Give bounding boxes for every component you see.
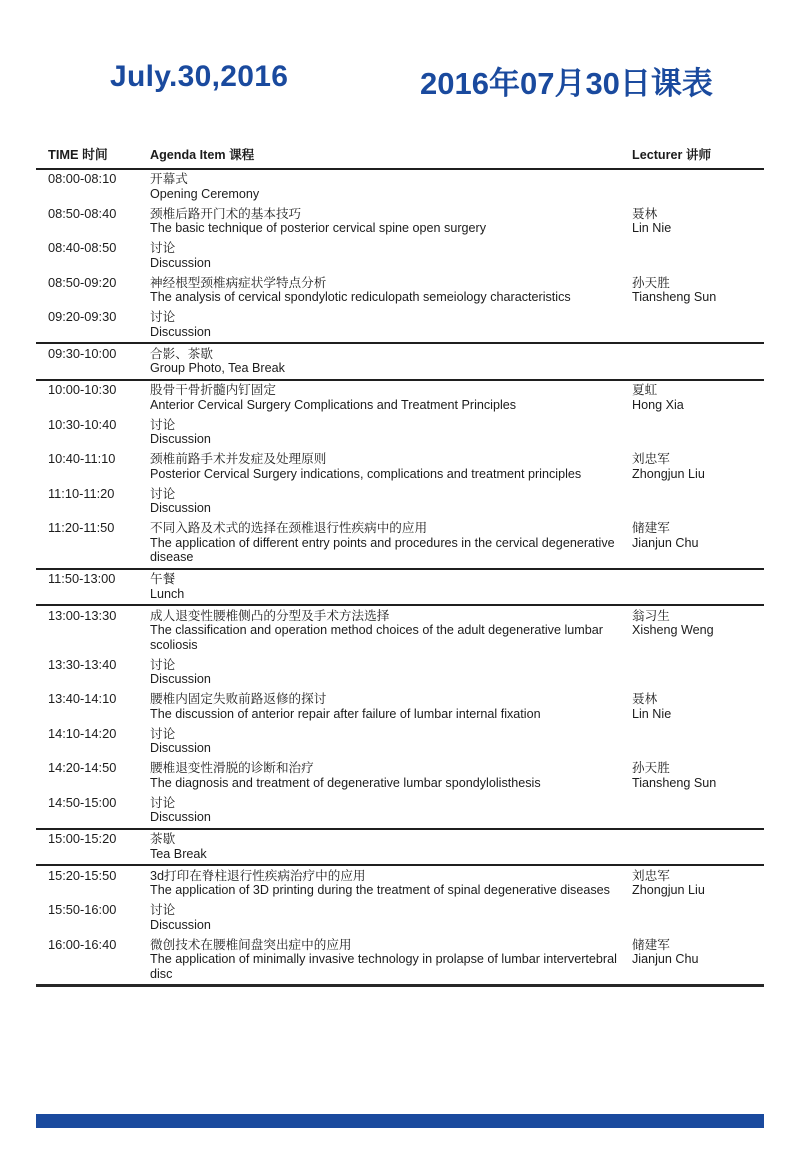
agenda-title-en: Lunch <box>150 586 185 601</box>
agenda-title-zh: 讨论 <box>150 726 176 741</box>
schedule-break-row <box>36 342 764 381</box>
agenda-title-en: Discussion <box>150 255 211 270</box>
schedule-row <box>36 759 764 794</box>
lecturer-name-zh: 刘忠军 <box>632 452 670 466</box>
column-header-agenda: Agenda Item 课程 <box>150 148 255 162</box>
schedule-row <box>36 204 764 239</box>
row-agenda <box>150 761 632 790</box>
agenda-title-zh: 茶歇 <box>150 832 176 846</box>
lecturer-name-en: Zhongjun Liu <box>632 883 705 897</box>
row-time: 13:30-13:40 <box>48 656 117 672</box>
row-agenda <box>150 796 632 825</box>
agenda-title-en: Opening Ceremony <box>150 186 260 201</box>
row-lecturer <box>632 172 764 201</box>
schedule-row <box>36 415 764 450</box>
agenda-title-en: The analysis of cervical spondylotic rediculopath semeiology characteristics <box>150 290 571 304</box>
agenda-title-zh: 颈椎前路手术并发症及处理原则 <box>150 452 327 466</box>
row-lecturer <box>632 452 764 481</box>
row-agenda <box>150 452 632 481</box>
agenda-title-zh: 腰椎退变性滑脱的诊断和治疗 <box>150 761 314 775</box>
agenda-title-en: Discussion <box>150 917 211 932</box>
lecturer-name-zh: 储建军 <box>632 521 670 535</box>
lecturer-name-zh: 储建军 <box>632 937 670 952</box>
schedule-row <box>36 606 764 655</box>
agenda-title-en: Discussion <box>150 432 211 446</box>
row-time: 15:20-15:50 <box>48 867 117 883</box>
schedule-row <box>36 273 764 308</box>
row-time: 08:50-08:40 <box>48 205 117 221</box>
agenda-title-zh: 颈椎后路开门术的基本技巧 <box>150 206 302 221</box>
row-agenda <box>150 310 632 339</box>
row-lecturer <box>632 692 764 721</box>
table-body <box>36 170 764 985</box>
agenda-title-en: The discussion of anterior repair after failure of lumbar internal fixation <box>150 706 541 721</box>
date-title-en: July.30,2016 <box>110 60 289 93</box>
agenda-title-en: Posterior Cervical Surgery indications, complications and treatment principles <box>150 466 582 481</box>
row-time: 11:50-13:00 <box>48 571 116 586</box>
agenda-title-zh: 不同入路及术式的选择在颈椎退行性疾病中的应用 <box>150 521 428 535</box>
agenda-title-en: Discussion <box>150 741 211 755</box>
schedule-row <box>36 935 764 984</box>
agenda-title-zh: 成人退变性腰椎侧凸的分型及手术方法选择 <box>150 608 390 623</box>
row-time: 10:00-10:30 <box>48 382 117 397</box>
agenda-title-zh: 3d打印在脊柱退行性疾病治疗中的应用 <box>150 868 366 883</box>
row-lecturer <box>632 347 764 376</box>
lecturer-name-zh: 聂林 <box>632 206 658 221</box>
agenda-title-zh: 讨论 <box>150 486 176 501</box>
agenda-title-en: The application of different entry points and procedures in the cervical degenerative disease <box>150 535 615 564</box>
row-agenda <box>150 276 632 305</box>
schedule-row <box>36 308 764 343</box>
row-time: 14:50-15:00 <box>48 794 117 810</box>
row-time: 10:40-11:10 <box>48 451 116 466</box>
lecturer-name-en: Hong Xia <box>632 397 684 412</box>
schedule-table <box>36 148 764 987</box>
schedule-row <box>36 655 764 690</box>
page-header <box>0 58 800 101</box>
agenda-title-zh: 腰椎内固定失败前路返修的探讨 <box>150 692 327 706</box>
schedule-page <box>0 58 800 987</box>
schedule-row <box>36 239 764 274</box>
agenda-title-en: The classification and operation method choices of the adult degenerative lumbar scoliosis <box>150 623 603 652</box>
agenda-title-zh: 讨论 <box>150 795 176 810</box>
row-time: 09:30-10:00 <box>48 345 117 361</box>
row-lecturer <box>632 796 764 825</box>
agenda-title-en: Tea Break <box>150 846 207 861</box>
row-agenda <box>150 521 632 565</box>
lecturer-name-en: Tiansheng Sun <box>632 290 717 304</box>
row-time: 09:20-09:30 <box>48 309 117 324</box>
lecturer-name-en: Tiansheng Sun <box>632 775 717 790</box>
date-title-zh: 2016年07月30日课表 <box>420 66 713 101</box>
agenda-title-zh: 讨论 <box>150 903 176 917</box>
agenda-title-zh: 午餐 <box>150 572 176 586</box>
row-time: 16:00-16:40 <box>48 936 117 952</box>
table-header-row <box>36 148 764 170</box>
row-time: 15:50-16:00 <box>48 902 117 917</box>
agenda-title-zh: 讨论 <box>150 657 176 672</box>
schedule-row <box>36 866 764 901</box>
agenda-title-zh: 股骨干骨折髓内钉固定 <box>150 383 276 397</box>
schedule-row <box>36 724 764 759</box>
agenda-title-zh: 微创技术在腰椎间盘突出症中的应用 <box>150 937 352 952</box>
row-lecturer <box>632 658 764 687</box>
row-agenda <box>150 172 632 201</box>
row-time: 10:30-10:40 <box>48 416 117 432</box>
agenda-title-en: Discussion <box>150 501 211 515</box>
schedule-row <box>36 690 764 725</box>
row-agenda <box>150 832 632 861</box>
row-lecturer <box>632 903 764 932</box>
agenda-title-en: The application of 3D printing during the treatment of spinal degenerative diseases <box>150 883 610 897</box>
lecturer-name-zh: 翁习生 <box>632 608 670 623</box>
agenda-title-en: The basic technique of posterior cervical spine open surgery <box>150 221 487 235</box>
agenda-title-en: Anterior Cervical Surgery Complications and Treatment Principles <box>150 397 517 412</box>
row-time: 13:40-14:10 <box>48 691 117 706</box>
lecturer-name-zh: 刘忠军 <box>632 868 670 883</box>
row-lecturer <box>632 938 764 982</box>
row-lecturer <box>632 609 764 653</box>
row-time: 08:00-08:10 <box>48 171 117 186</box>
row-agenda <box>150 692 632 721</box>
row-agenda <box>150 383 632 412</box>
agenda-title-zh: 讨论 <box>150 417 176 432</box>
row-lecturer <box>632 832 764 861</box>
lecturer-name-zh: 孙天胜 <box>632 275 670 290</box>
row-agenda <box>150 347 632 376</box>
schedule-row <box>36 901 764 936</box>
row-lecturer <box>632 241 764 270</box>
agenda-title-zh: 合影、茶歇 <box>150 346 213 361</box>
row-time: 08:50-09:20 <box>48 274 117 290</box>
row-lecturer <box>632 207 764 236</box>
row-lecturer <box>632 418 764 447</box>
row-agenda <box>150 418 632 447</box>
schedule-row <box>36 519 764 568</box>
row-time: 15:00-15:20 <box>48 831 117 846</box>
row-lecturer <box>632 869 764 898</box>
row-agenda <box>150 241 632 270</box>
agenda-title-zh: 开幕式 <box>150 172 188 186</box>
row-agenda <box>150 572 632 601</box>
row-lecturer <box>632 572 764 601</box>
row-agenda <box>150 207 632 236</box>
footer-accent-bar <box>36 1114 764 1128</box>
agenda-title-zh: 讨论 <box>150 310 176 324</box>
row-lecturer <box>632 487 764 516</box>
lecturer-name-en: Jianjun Chu <box>632 535 699 550</box>
row-lecturer <box>632 761 764 790</box>
column-header-lecturer: Lecturer 讲师 <box>632 148 712 162</box>
agenda-title-en: Discussion <box>150 810 211 824</box>
row-agenda <box>150 658 632 687</box>
schedule-break-row <box>36 568 764 607</box>
row-time: 08:40-08:50 <box>48 240 117 255</box>
lecturer-name-zh: 聂林 <box>632 692 658 706</box>
agenda-title-zh: 神经根型颈椎病症状学特点分析 <box>150 275 327 290</box>
row-lecturer <box>632 310 764 339</box>
agenda-title-en: Group Photo, Tea Break <box>150 361 285 375</box>
lecturer-name-en: Jianjun Chu <box>632 952 699 966</box>
row-time: 13:00-13:30 <box>48 607 117 623</box>
schedule-row <box>36 793 764 828</box>
agenda-title-en: Discussion <box>150 324 211 339</box>
column-header-time: TIME 时间 <box>48 147 108 162</box>
lecturer-name-en: Zhongjun Liu <box>632 466 705 481</box>
row-agenda <box>150 487 632 516</box>
row-agenda <box>150 938 632 982</box>
row-time: 11:20-11:50 <box>48 520 115 535</box>
row-agenda <box>150 727 632 756</box>
lecturer-name-zh: 孙天胜 <box>632 761 670 775</box>
schedule-row <box>36 381 764 416</box>
lecturer-name-en: Lin Nie <box>632 221 672 235</box>
row-time: 14:20-14:50 <box>48 760 117 775</box>
schedule-row <box>36 170 764 205</box>
schedule-row <box>36 484 764 519</box>
agenda-title-en: The application of minimally invasive technology in prolapse of lumbar intervertebral disc <box>150 952 617 981</box>
lecturer-name-zh: 夏虹 <box>632 383 658 397</box>
agenda-title-zh: 讨论 <box>150 241 176 255</box>
lecturer-name-en: Xisheng Weng <box>632 623 714 637</box>
row-time: 11:10-11:20 <box>48 485 115 501</box>
lecturer-name-en: Lin Nie <box>632 706 672 721</box>
row-time: 14:10-14:20 <box>48 725 117 741</box>
row-lecturer <box>632 276 764 305</box>
row-lecturer <box>632 383 764 412</box>
schedule-row <box>36 450 764 485</box>
row-lecturer <box>632 521 764 565</box>
row-agenda <box>150 869 632 898</box>
agenda-title-en: Discussion <box>150 672 211 686</box>
schedule-break-row <box>36 828 764 867</box>
row-lecturer <box>632 727 764 756</box>
row-agenda <box>150 609 632 653</box>
row-agenda <box>150 903 632 932</box>
agenda-title-en: The diagnosis and treatment of degenerative lumbar spondylolisthesis <box>150 775 541 790</box>
